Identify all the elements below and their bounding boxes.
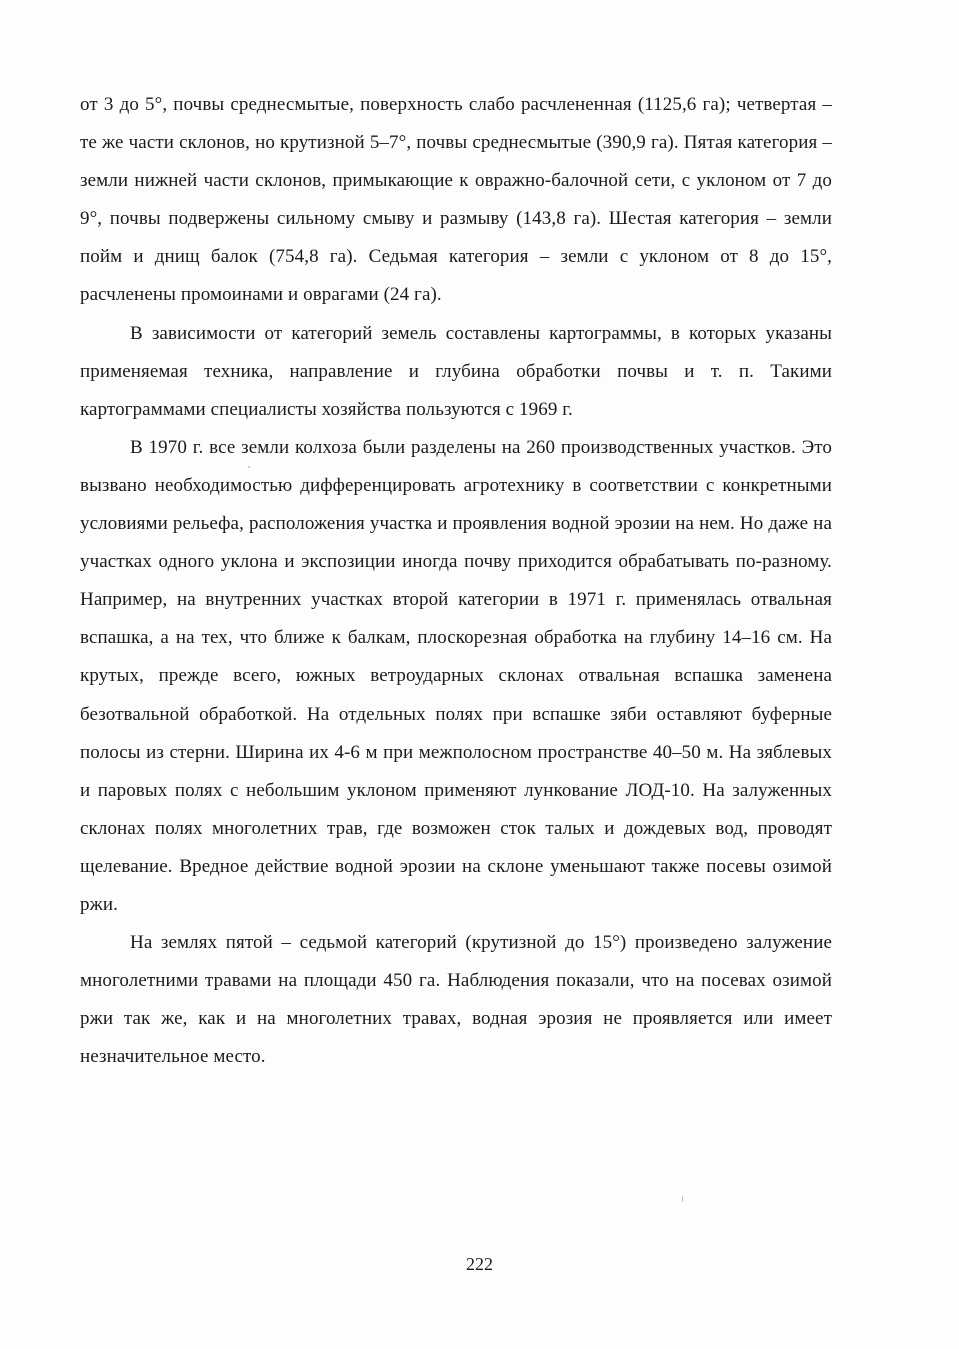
paragraph-1: от 3 до 5°, почвы среднесмытые, поверхность слабо расчлененная (1125,6 га); четвертая – те же части склонов, но крутизной 5–7°, почвы среднесмытые (390,9 га). Пятая категория – земли нижней части склонов, примыкающие к овражно-балочной сети, с уклоном от 7 до 9°, почвы подвержены сильному смыву и размыву (143,8 га). Шестая категория – земли пойм и днищ балок (754,8 га). Седьмая категория – земли с уклоном от 8 до 15°, расчленены промоинами и оврагами (24 га). [80, 94, 832, 306]
page-number: 222 [466, 1254, 493, 1274]
paragraph-2: В зависимости от категорий земель составлены картограммы, в которых указаны применяемая техника, направление и глубина обработки почвы и т. п. Такими картограммами специалисты хозяйства пользуются с 1969 г. [80, 322, 832, 420]
paragraph-3: В 1970 г. все земли колхоза были разделены на 260 производственных участков. Это вызвано необходимостью дифференцировать агротехнику в соответствии с конкретными условиями рельефа, расположения участка и проявления водной эрозии на нем. Но даже на участках одного уклона и экспозиции иногда почву приходится обрабатывать по-разному. Например, на внутренних участках второй категории в 1971 г. применялась отвальная вспашка, а на тех, что ближе к балкам, плоскорезная обработка на глубину 14–16 см. На крутых, прежде всего, южных ветроударных склонах отвальная вспашка заменена безотвальной обработкой. На отдельных полях при вспашке зяби оставляют буферные полосы из стерни. Ширина их 4-6 м при межполосном пространстве 40–50 м. На зяблевых и паровых полях с небольшим уклоном применяют лункование ЛОД-10. На залуженных склонах полях многолетних трав, где возможен сток талых и дождевых вод, проводят щелевание. Вредное действие водной эрозии на склоне уменьшают также посевы озимой ржи. [80, 436, 832, 915]
body-text [80, 86, 832, 1076]
scan-speck [248, 466, 250, 468]
scan-speck [682, 1196, 683, 1202]
paragraph-4: На землях пятой – седьмой категорий (крутизной до 15°) произведено залужение многолетними травами на площади 450 га. Наблюдения показали, что на посевах озимой ржи так же, как и на многолетних травах, водная эрозия не проявляется или имеет незначительное место. [80, 932, 832, 1068]
